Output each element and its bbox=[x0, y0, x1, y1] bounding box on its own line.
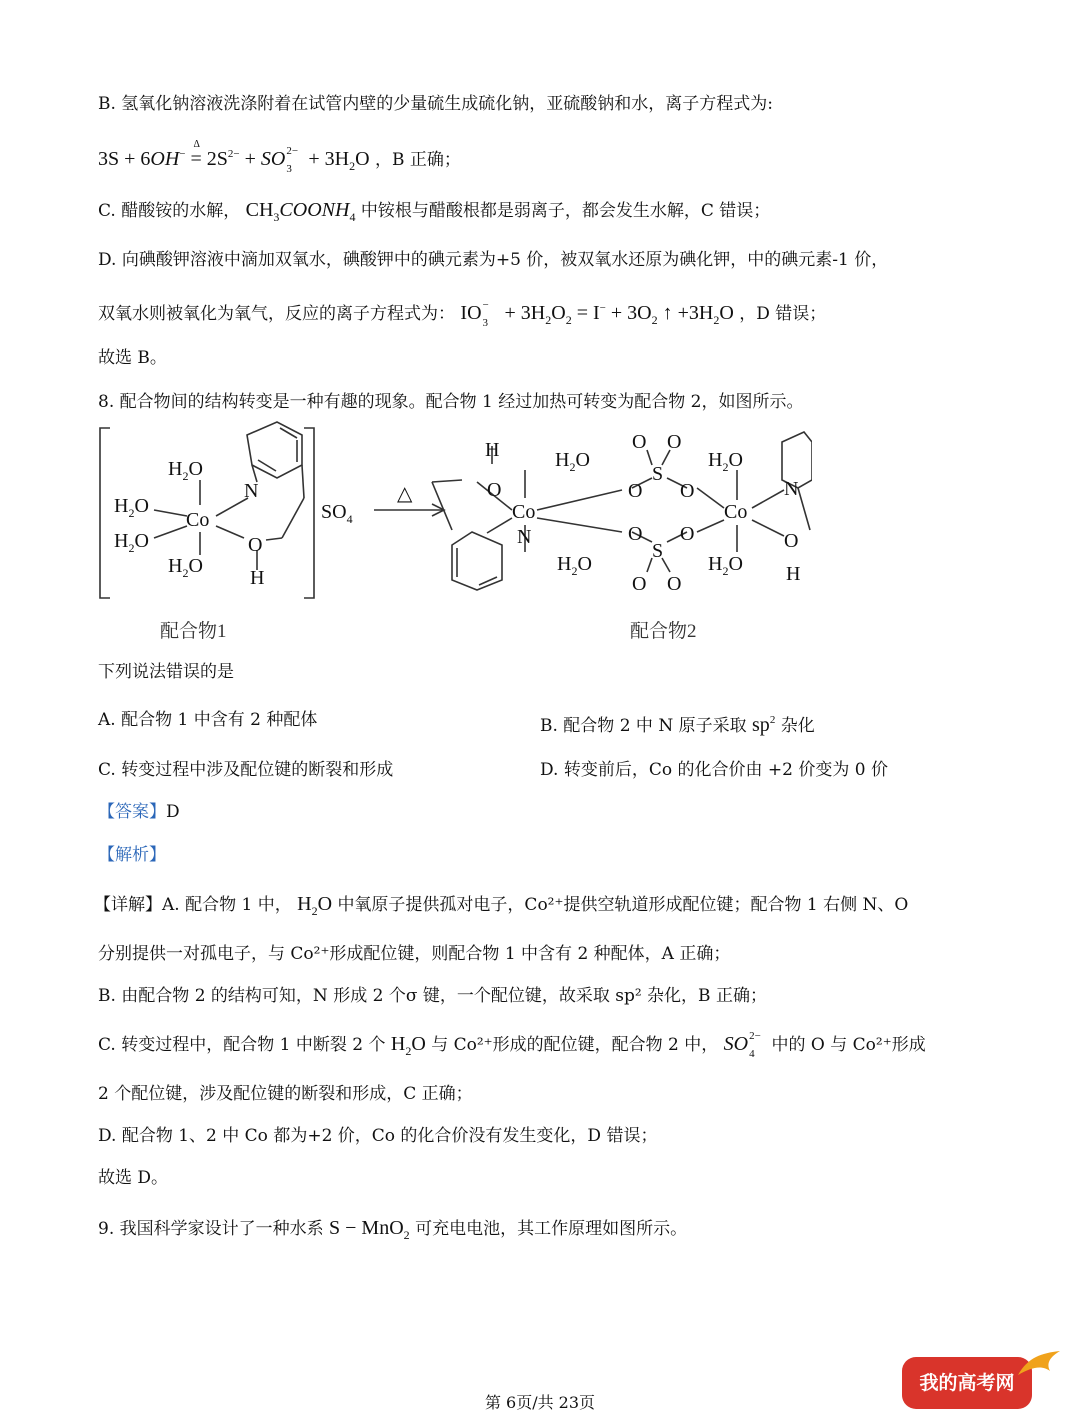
complex-1-label: 配合物1 bbox=[160, 621, 227, 642]
flame-icon bbox=[1016, 1349, 1062, 1379]
detail-c-prefix: C. 转变过程中，配合物 1 中断裂 2 个 bbox=[98, 1035, 386, 1055]
answer-c-prefix: C. 醋酸铵的水解， bbox=[98, 201, 241, 221]
svg-text:H2O: $H_2O$ bbox=[114, 495, 149, 520]
question-8: 8. 配合物间的结构转变是一种有趣的现象。配合物 1 经过加热可转变为配合物 2，如图所示。 bbox=[98, 392, 804, 412]
svg-text:N: N bbox=[244, 480, 259, 502]
svg-text:H: H bbox=[786, 563, 801, 585]
svg-text:O: O bbox=[667, 573, 682, 595]
detail-c-line1: C. 转变过程中，配合物 1 中断裂 2 个 $H_2O$ 与 Co²⁺形成的配位键，配合物 2 中， SO 2− 4 中的 O 与 Co²⁺形成 bbox=[98, 1030, 926, 1060]
svg-text:O: O bbox=[248, 534, 263, 556]
choose-b: 故选 B。 bbox=[98, 348, 167, 368]
svg-text:O: O bbox=[680, 523, 695, 545]
svg-text:H2O: $H_2O$ bbox=[708, 449, 743, 474]
option-a: A. 配合物 1 中含有 2 种配体 bbox=[98, 710, 318, 730]
svg-text:O: O bbox=[487, 479, 502, 501]
svg-text:S: S bbox=[652, 540, 664, 562]
complex-conversion-diagram bbox=[92, 420, 812, 650]
detail-d: D. 配合物 1、2 中 Co 都为+2 价，Co 的化合价没有发生变化，D 错误； bbox=[98, 1126, 658, 1146]
answer-d-line1: D. 向碘酸钾溶液中滴加双氧水，碘酸钾中的碘元素为+5 价，被双氧水还原为碘化钾，中的碘元素-1 价， bbox=[98, 250, 889, 270]
option-d: D. 转变前后，Co 的化合价由 +2 价变为 0 价 bbox=[540, 760, 888, 780]
answer-tag: 【答案】 bbox=[98, 802, 166, 822]
detail-a-tail: 中氧原子提供孤对电子，Co²⁺提供空轨道形成配位键；配合物 1 右侧 N、O bbox=[337, 895, 909, 915]
option-b-prefix: B. 配合物 2 中 N 原子采取 bbox=[540, 716, 747, 736]
page-footer: 第 6页/共 23页 bbox=[484, 1393, 596, 1412]
answer-d-tail: ，D 错误； bbox=[739, 304, 827, 324]
equation-b: 3S + 6OH− = Δ $2S^{2-}$ + SO 2− 3 + $3H_2O$ ，B 正确； bbox=[98, 139, 461, 175]
answer-c-line: C. 醋酸铵的水解， $CH_3COONH_4$ 中铵根与醋酸根都是弱离子，都会发生水解，C 错误； bbox=[98, 199, 771, 224]
svg-text:O: O bbox=[628, 523, 643, 545]
answer-c-tail: 中铵根与醋酸根都是弱离子，都会发生水解，C 错误； bbox=[360, 201, 771, 221]
question-8-ask: 下列说法错误的是 bbox=[98, 662, 234, 682]
detail-c-mid: 与 Co²⁺形成的配位键，配合物 2 中， bbox=[431, 1035, 719, 1055]
svg-text:H2O: $H_2O$ bbox=[168, 458, 203, 483]
site-logo bbox=[902, 1357, 1032, 1409]
svg-text:N: N bbox=[517, 526, 532, 548]
analysis-tag-text: 【解析】 bbox=[98, 845, 166, 865]
svg-text:O: O bbox=[784, 530, 799, 552]
answer-d-line2: 双氧水则被氧化为氧气，反应的离子方程式为： IO − 3 + $3H_2O_2 = I^- + 3O_2$ ↑ $+3H_2O$ ，D 错误； bbox=[98, 299, 827, 329]
detail-b: B. 由配合物 2 的结构可知，N 形成 2 个σ 键，一个配位键，故采取 sp² 杂化，B 正确； bbox=[98, 986, 767, 1006]
detail-a-line1: 【详解】A. 配合物 1 中， $H_2O$ 中氧原子提供孤对电子，Co²⁺提供空轨道形成配位键；配合物 1 右侧 N、O bbox=[94, 893, 909, 918]
svg-text:H2O: $H_2O$ bbox=[168, 555, 203, 580]
svg-text:H2O: $H_2O$ bbox=[557, 553, 592, 578]
equation-b-tail: ，B 正确； bbox=[374, 150, 461, 170]
svg-text:O: O bbox=[628, 480, 643, 502]
answer-line bbox=[98, 800, 180, 824]
detail-c-line2: 2 个配位键，涉及配位键的断裂和形成，C 正确； bbox=[98, 1084, 473, 1104]
question-9-prefix: 9. 我国科学家设计了一种水系 bbox=[98, 1219, 324, 1239]
svg-text:Co: Co bbox=[186, 509, 210, 531]
svg-text:H2O: $H_2O$ bbox=[708, 553, 743, 578]
svg-text:S: S bbox=[652, 463, 664, 485]
svg-text:O: O bbox=[680, 480, 695, 502]
question-9: 9. 我国科学家设计了一种水系 S − MnO$_2$ 可充电电池，其工作原理如图所示。 bbox=[98, 1217, 688, 1242]
question-9-tail: 可充电电池，其工作原理如图所示。 bbox=[415, 1219, 688, 1239]
answer-value: D bbox=[166, 802, 180, 822]
svg-text:Co: Co bbox=[724, 501, 748, 523]
option-b-tail: 杂化 bbox=[780, 716, 815, 736]
svg-text:O: O bbox=[667, 431, 682, 453]
svg-text:H: H bbox=[250, 567, 265, 589]
right-bracket bbox=[304, 428, 314, 598]
svg-text:H2O: $H_2O$ bbox=[555, 449, 590, 474]
answer-d-prefix: 双氧水则被氧化为氧气，反应的离子方程式为： bbox=[98, 304, 455, 324]
svg-text:O: O bbox=[632, 573, 647, 595]
choose-d: 故选 D。 bbox=[98, 1168, 169, 1188]
analysis-tag bbox=[98, 843, 166, 867]
sulfate-counterion: $SO_4$ bbox=[321, 501, 353, 526]
svg-text:H: H bbox=[485, 439, 500, 461]
svg-text:Co: Co bbox=[512, 501, 536, 523]
option-b: B. 配合物 2 中 N 原子采取 $sp^2$ 杂化 bbox=[540, 714, 815, 736]
site-logo-text: 我的高考网 bbox=[919, 1372, 1015, 1394]
left-bracket bbox=[100, 428, 110, 598]
detail-a-line2: 分别提供一对孤电子，与 Co²⁺形成配位键，则配合物 1 中含有 2 种配体，A 正确； bbox=[98, 944, 731, 964]
option-c: C. 转变过程中涉及配位键的断裂和形成 bbox=[98, 760, 394, 780]
svg-text:N: N bbox=[784, 478, 799, 500]
svg-text:O: O bbox=[632, 431, 647, 453]
complex-2-label: 配合物2 bbox=[630, 621, 697, 642]
heat-symbol: △ bbox=[397, 483, 413, 505]
answer-b-intro: B. 氢氧化钠溶液洗涤附着在试管内壁的少量硫生成硫化钠，亚硫酸钠和水，离子方程式为: bbox=[98, 94, 774, 114]
detail-c-tail: 中的 O 与 Co²⁺形成 bbox=[771, 1035, 926, 1055]
detail-a-prefix: 【详解】A. 配合物 1 中， bbox=[94, 895, 292, 915]
svg-text:H2O: $H_2O$ bbox=[114, 530, 149, 555]
